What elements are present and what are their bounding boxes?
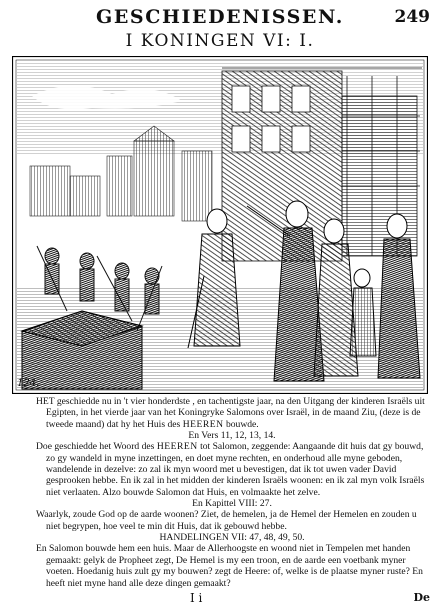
verse-reference-1: En Vers 11, 12, 13, 14. [188,430,276,442]
paragraph-1-caps: HEEREN [182,418,224,430]
signature-mark: I i [190,591,203,605]
catchword: De [413,591,430,604]
verse-reference-2: En Kapittel VIII: 27. [192,498,272,510]
running-title: GESCHIEDENISSEN. [96,6,344,28]
verse-reference-3: HANDELINGEN VII: 47, 48, 49, 50. [159,532,305,544]
paragraph-2-rest: tot Salomon, zeggende: Aangaande dit huis dat gy bouwd, zo gy wandeld in myne inzettingen, en doet myne rechten, en onderhoud alle myne geboden, wandelende in dezelve: zo zal ik myn woord met u bevestigen, dat ik tot uwen vader David gesprooken hebbe. En ik zal in het midden der kinderen Israëls woonen: en ik zal myn volk Israëls niet verlaaten. Alzo bouwde Salomon dat Huis, en volmaakte het zelve. [46,441,425,498]
paragraph-2-start: Doe geschiedde het Woord des [36,441,155,453]
engraving-illustration [12,56,428,394]
paragraph-4: En Salomon bouwde hem een huis. Maar de Allerhoogste en woond niet in Tempelen met handen gemaakt: gelyk de Propheet zegt, De Hemel is my een troon, en de aarde een voetbank myner voeten. Hoedanig huis zult gy my bouwen? zegt de Heere: of, welke is de plaatse myner ruste? En heeft niet myne hand alle deze dingen gemaakt? [36,543,423,589]
plate-number: 124. [17,378,40,389]
paragraph-1-end: bouwde. [225,418,259,430]
paragraph-1-text: HET geschiedde nu in 't vier honderdste , en tachentigste jaar, na den Uitgang der kinderen Israëls uit Egipten, in het vierde jaar van het Koningryke Salomons over Israël, in de maand Ziu, (deze is de tweede maand) dat hy het Huis des [36,396,425,430]
paragraph-1 [36,396,428,430]
paragraph-2 [36,441,428,498]
page-number: 249 [394,7,430,27]
paragraph-2-caps: HEEREN [156,441,198,453]
scripture-text [36,396,428,589]
chapter-reference: I KONINGEN VI: I. [125,31,315,51]
paragraph-3: Waarlyk, zoude God op de aarde woonen? Ziet, de hemelen, ja de Hemel der Hemelen en zouden u niet begrypen, hoe veel te min dit Huis, dat ik gebouwd hebbe. [36,509,417,532]
